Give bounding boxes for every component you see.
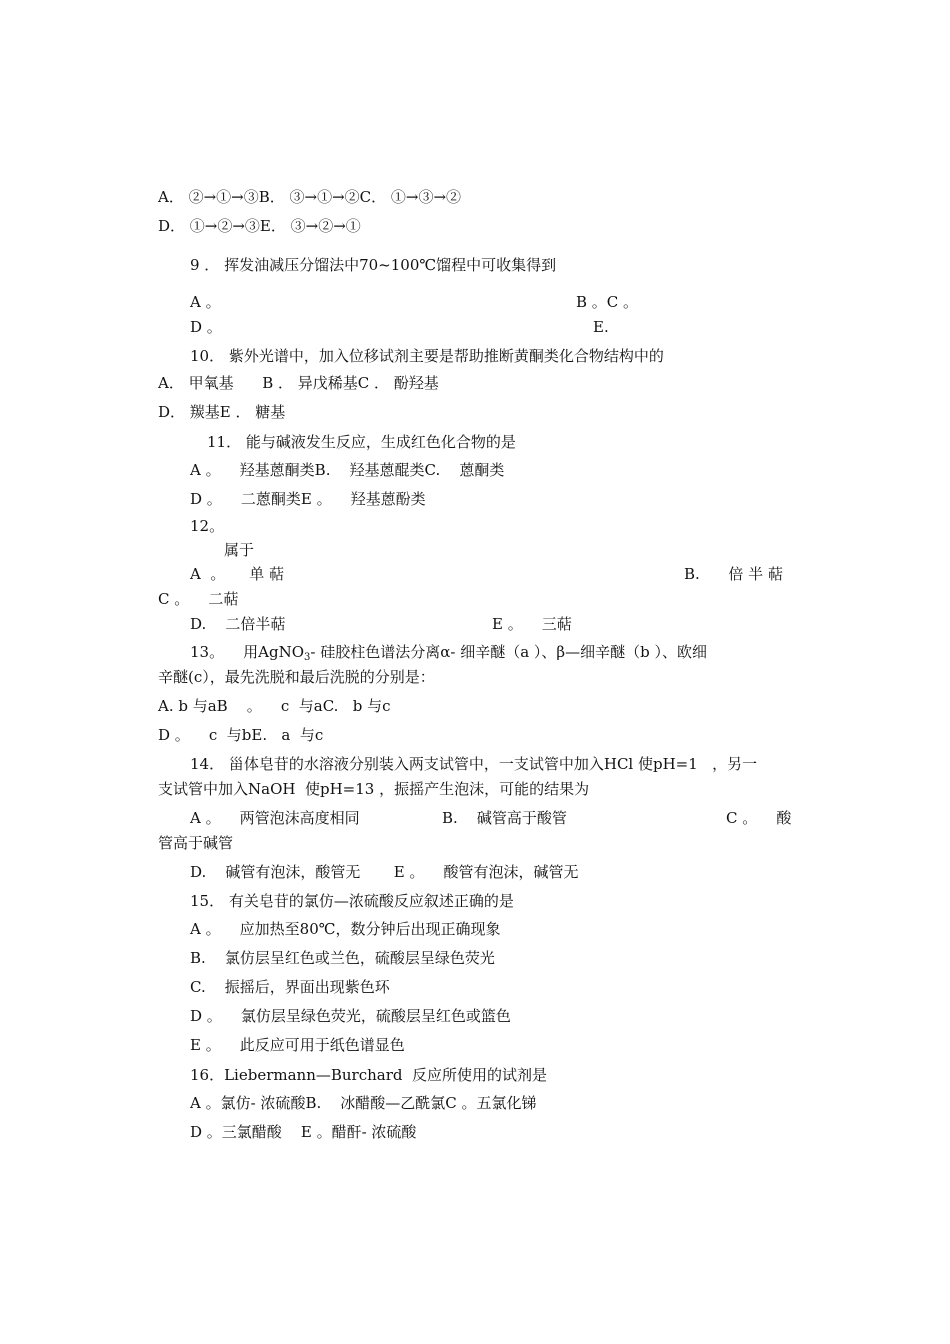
q14-options-de: D. 碱管有泡沫，酸管无 E 。 酸管有泡沫，碱管无 [190, 863, 579, 881]
q8-options-line2: D． ①→②→③E． ③→②→① [158, 217, 361, 235]
q15-option-b: B. 氯仿层呈红色或兰色，硫酸层呈绿色荧光 [190, 949, 495, 967]
q14-stem-line1: 14． 甾体皂苷的水溶液分别装入两支试管中，一支试管中加入HCl 使pH=1 ，另一 [190, 755, 758, 773]
q10-stem: 10． 紫外光谱中，加入位移试剂主要是帮助推断黄酮类化合物结构中的 [190, 347, 664, 365]
q14-option-a: A 。 两管泡沫高度相同 [190, 809, 360, 827]
q9-option-a: A 。 [190, 293, 221, 311]
q14-option-b: B. 碱管高于酸管 [442, 809, 567, 827]
q15-option-c: C. 振摇后，界面出现紫色环 [190, 978, 390, 996]
q15-stem: 15． 有关皂苷的氯仿—浓硫酸反应叙述正确的是 [190, 892, 514, 910]
q14-stem-line2: 支试管中加入NaOH 使pH=13 ，振摇产生泡沫，可能的结果为 [158, 780, 590, 798]
q11-options-line1: A 。 羟基蒽酮类B. 羟基蒽醌类C. 蒽酮类 [190, 461, 505, 479]
q12-number: 12。 [190, 517, 225, 535]
q15-option-e: E 。 此反应可用于纸色谱显色 [190, 1036, 405, 1054]
q16-options-line2: D 。三氯醋酸 E 。醋酐- 浓硫酸 [190, 1123, 417, 1141]
q12-stem: 属于 [224, 541, 255, 559]
q12-option-a: A 。 单 萜 [190, 565, 284, 583]
q13-stem-post: - 硅胶柱色谱法分离α- 细辛醚（a ）、β—细辛醚（b ）、欧细 [310, 643, 707, 661]
q14-option-c: C 。 酸 [726, 809, 792, 827]
q11-stem: 11． 能与碱液发生反应，生成红色化合物的是 [207, 433, 516, 451]
q12-option-d: D. 二倍半萜 [190, 615, 286, 633]
q9-option-d: D 。 [190, 318, 222, 336]
q8-options-line1: A． ②→①→③B． ③→①→②C． ①→③→② [158, 188, 462, 206]
q11-options-line2: D 。 二蒽酮类E 。 羟基蒽酚类 [190, 490, 426, 508]
q15-option-a: A 。 应加热至80℃，数分钟后出现正确现象 [190, 920, 501, 938]
q9-stem: 9 ． 挥发油减压分馏法中70~100℃馏程中可收集得到 [190, 256, 557, 274]
q16-options-line1: A 。氯仿- 浓硫酸B. 冰醋酸—乙酰氯C 。五氯化锑 [190, 1094, 537, 1112]
q12-option-c: C 。 二萜 [158, 590, 239, 608]
q14-option-c-continued: 管高于碱管 [158, 834, 234, 852]
q13-stem-line2: 辛醚(c），最先洗脱和最后洗脱的分别是： [158, 668, 435, 686]
q12-option-b: B. 倍 半 萜 [684, 565, 783, 583]
q9-option-bc: B 。C 。 [576, 293, 639, 311]
q13-stem [190, 642, 707, 662]
q12-option-e: E 。 三萜 [492, 615, 572, 633]
q13-options-line1: A. b 与aB 。 c 与aC. b 与c [158, 697, 391, 715]
q13-options-line2: D 。 c 与bE. a 与c [158, 726, 324, 744]
q16-stem: 16．Liebermann—Burchard 反应所使用的试剂是 [190, 1066, 548, 1084]
q10-options-line2: D． 羰基E ． 糖基 [158, 403, 286, 421]
q9-option-e: E. [593, 318, 609, 336]
q13-stem-subscript: 3 [304, 652, 311, 663]
q10-options-line1: A． 甲氧基 B ． 异戊稀基C ． 酚羟基 [158, 374, 439, 392]
q15-option-d: D 。 氯仿层呈绿色荧光，硫酸层呈红色或篮色 [190, 1007, 511, 1025]
q13-stem-pre: 13。 用AgNO [190, 643, 305, 661]
